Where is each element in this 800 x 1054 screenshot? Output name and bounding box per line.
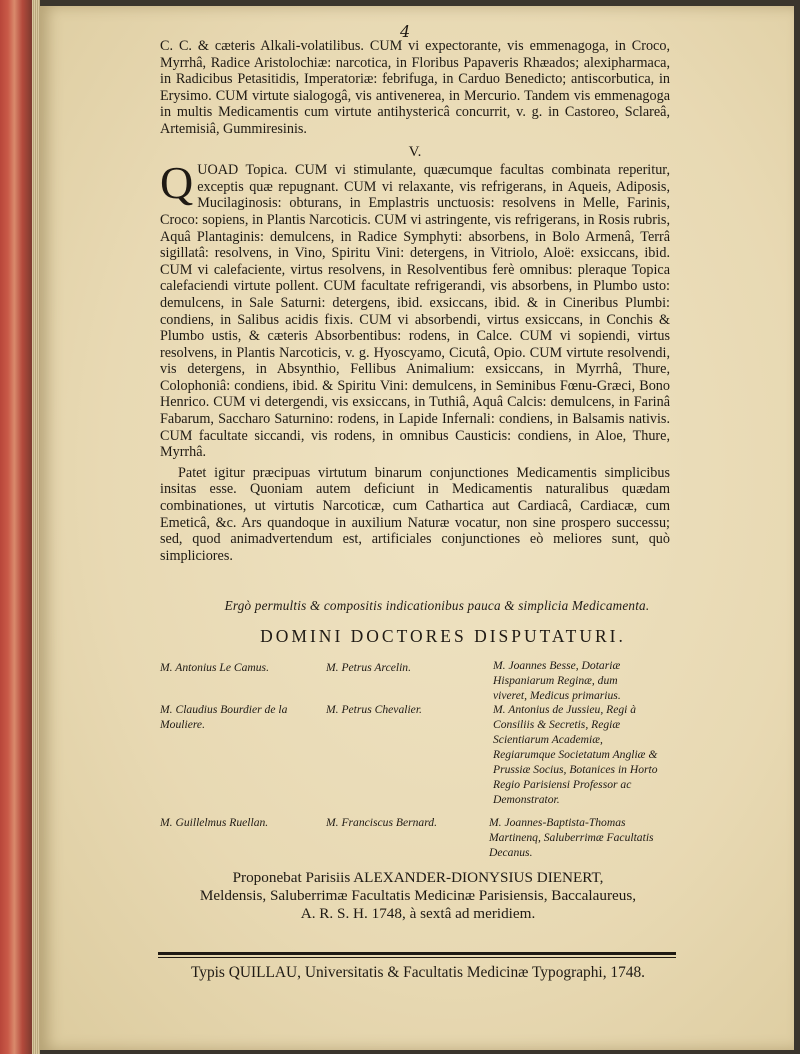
doctor-entry: M. Claudius Bourdier de la Mouliere. — [160, 703, 288, 731]
document-page — [40, 6, 794, 1050]
proponebat-line-2: Meldensis, Saluberrimæ Facultatis Medicinæ Parisiensis, Baccalaureus, — [199, 887, 637, 904]
proponebat-line-1: Proponebat Parisiis ALEXANDER-DIONYSIUS DIENERT, — [232, 869, 604, 886]
doctor-entry: M. Joannes-Baptista-Thomas Martinenq, Saluberrimæ Facultatis Decanus. — [489, 816, 654, 859]
section-5-paragraph — [160, 157, 670, 461]
section-4-text: C. C. & cæteris Alkali-volatilibus. CUM vi expectorante, vis emmenagoga, in Croco, Myrrhâ, Radice Aristolochiæ: narcotica, in Floribus Papaveris Rhæados; alexipharmaca, in Radicibus Petasitidis, Imperatoriæ: febrifuga, in Carduo Benedicto; antiscorbutica, in Erysimo. CUM virtute sialogogâ, vis antivenerea, in Mercurio. Tandem vis emmenagoga in multis Medicamentis cum virtute antihystericâ concurrit, v. g. in Castoreo, Sclareâ, Artemisiâ, Gummiresinis. — [160, 38, 670, 137]
doctor-entry: M. Guillelmus Ruellan. — [160, 816, 269, 829]
page-number: 4 — [400, 22, 411, 41]
book-edge — [0, 0, 32, 1054]
body-text — [160, 38, 670, 564]
proponebat-block — [158, 869, 678, 923]
section-5-text: UOAD Topica. CUM vi stimulante, quæcumque facultas combinata reperitur, exceptis quæ repugnant. CUM vi relaxante, vis refrigerans, in Aqueis, Adiposis, Mucilaginosis: obturans, in Emplastris unctuosis: resolvens in Melle, Farinis, Croco: sopiens, in Plantis Narcoticis. CUM vi astringente, vis refrigerans, in Rosis rubris, Aquâ Plantaginis: demulcens, in Radice Symphyti: absorbens, in Bolo Armenâ, Terrâ sigillatâ: resolvens, in Vino, Spiritu Vini: detergens, in Vitriolo, Aloë: exsiccans, ibid. CUM vi calefaciente, virtus resolvens, in Resolventibus ferè omnibus: pleraque Topica calefaciendi virtute pollent. CUM facultate refrigerandi, vis absorbens, in Plumbo usto: demulcens, in Sale Saturni: detergens, ibid. exsiccans, ibid. & in Cineribus Plumbi: condiens, in Salibus acidis fixis. CUM vi absorbendi, virtus exsiccans, in Conchis & Plumbo ustis, & cæteris Absorbentibus: rodens, in Calce. CUM vi sopiendi, virtus resolvens, in Plantis Narcoticis, v. g. Hyoscyamo, Cicutâ, Opio. CUM virtute resolvendi, vis detergens, in Absynthio, Fellibus Animalium: exsiccans, in Myrrhâ, Thure, Colophoniâ: condiens, ibid. & Spiritu Vini: demulcens, in Seminibus Fœnu-Græci, Bono Henrico. CUM vi detergendi, vis exsiccans, in Tuthiâ, Aquâ Calcis: demulcens, in Farinâ Fabarum, Saccharo Saturnino: rodens, in Lapide Infernali: condiens, in Balsamis nativis. CUM facultate siccandi, vis rodens, in omnibus Causticis: condiens, in Aloe, Thure, Myrrhâ. — [160, 162, 670, 461]
doctor-entry: M. Antonius Le Camus. — [160, 661, 269, 674]
paragraph-patet: Patet igitur præcipuas virtutum binarum conjunctiones Medicamentis simplicibus insitas esse. Quoniam autem deficiunt in Medicamentis naturalibus quædam combinationes, ut virtutis Narcoticæ, cum Cathartica aut Cardiacâ, Cardiacæ, cum Emeticâ, &c. Ars quandoque in auxilium Naturæ vocatur, non sine prospero successu; sed, quod animadvertendum est, artificiales conjunctiones eò meliores sunt, quò simpliciores. — [160, 464, 670, 564]
divider-rule — [158, 952, 676, 955]
doctors-heading: DOMINI DOCTORES DISPUTATURI. — [260, 626, 626, 646]
doctor-entry: M. Antonius de Jussieu, Regi à Consiliis & Secretis, Regiæ Scientiarum Academiæ, Regiarumque Societatum Angliæ & Prussiæ Socius, Botanices in Horto Regio Parisiensi Professor ac Demonstrator. — [493, 703, 658, 806]
proponebat-line-3: A. R. S. H. 1748, à sextâ ad meridiem. — [300, 905, 536, 922]
doctor-entry: M. Franciscus Bernard. — [326, 816, 437, 829]
section-5-number: V. — [408, 143, 422, 160]
printer-imprint: Typis QUILLAU, Universitatis & Facultatis Medicinæ Typographi, 1748. — [190, 964, 646, 981]
page-edges — [32, 0, 40, 1054]
doctor-entry: M. Petrus Chevalier. — [326, 703, 422, 716]
drop-cap: Q — [160, 157, 194, 209]
divider-rule-thin — [158, 957, 676, 958]
conclusion-line: Ergò permultis & compositis indicationibus pauca & simplicia Medicamenta. — [224, 598, 650, 613]
doctor-entry: M. Joannes Besse, Dotariæ Hispaniarum Reginæ, dum viveret, Medicus primarius. — [493, 659, 621, 702]
doctor-entry: M. Petrus Arcelin. — [326, 661, 412, 674]
